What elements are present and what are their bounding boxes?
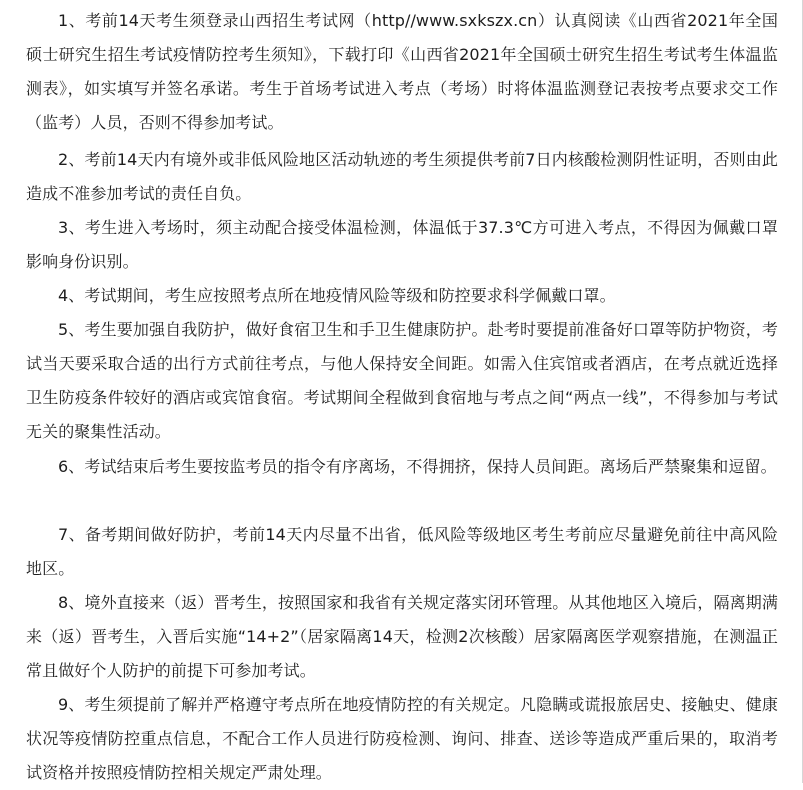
notice-paragraph-2: 2、考前14天内有境外或非低风险地区活动轨迹的考生须提供考前7日内核酸检测阴性证明，否则由此造成不准参加考试的责任自负。 [26,150,778,203]
notice-paragraph-1: 1、考前14天考生须登录山西招生考试网（http//www.sxkszx.cn）认真阅读《山西省2021年全国硕士研究生招生考试疫情防控考生须知》，下载打印《山西省2021年全国硕士研究生招生考试考生体温监测表》，如实填写并签名承诺。考生于首场考试进入考点（考场）时将体温监测登记表按考点要求交工作（监考）人员，否则不得参加考试。 [26,11,778,132]
notice-paragraph-4: 4、考试期间，考生应按照考点所在地疫情风险等级和防控要求科学佩戴口罩。 [58,286,616,305]
notice-paragraph-9: 9、考生须提前了解并严格遵守考点所在地疫情防控的有关规定。凡隐瞒或谎报旅居史、接触史、健康状况等疫情防控重点信息，不配合工作人员进行防疫检测、询问、排查、送诊等造成严重后果的，取消考试资格并按照疫情防控相关规定严肃处理。 [26,695,778,782]
notice-paragraph-8: 8、境外直接来（返）晋考生，按照国家和我省有关规定落实闭环管理。从其他地区入境后，隔离期满来（返）晋考生，入晋后实施“14+2”（居家隔离14天，检测2次核酸）居家隔离医学观察措施，在测温正常且做好个人防护的前提下可参加考试。 [26,593,778,680]
notice-paragraph-7: 7、备考期间做好防护，考前14天内尽量不出省，低风险等级地区考生考前应尽量避免前往中高风险地区。 [26,525,778,578]
notice-paragraph-5: 5、考生要加强自我防护，做好食宿卫生和手卫生健康防护。赴考时要提前准备好口罩等防护物资，考试当天要采取合适的出行方式前往考点，与他人保持安全间距。如需入住宾馆或者酒店，在考点就近选择卫生防疫条件较好的酒店或宾馆食宿。考试期间全程做到食宿地与考点之间“两点一线”，不得参加与考试无关的聚集性活动。 [26,320,778,441]
notice-paragraph-6: 6、考试结束后考生要按监考员的指令有序离场，不得拥挤，保持人员间距。离场后严禁聚集和逗留。 [58,457,777,476]
notice-paragraph-3: 3、考生进入考场时，须主动配合接受体温检测，体温低于37.3℃方可进入考点，不得因为佩戴口罩影响身份识别。 [26,218,778,271]
